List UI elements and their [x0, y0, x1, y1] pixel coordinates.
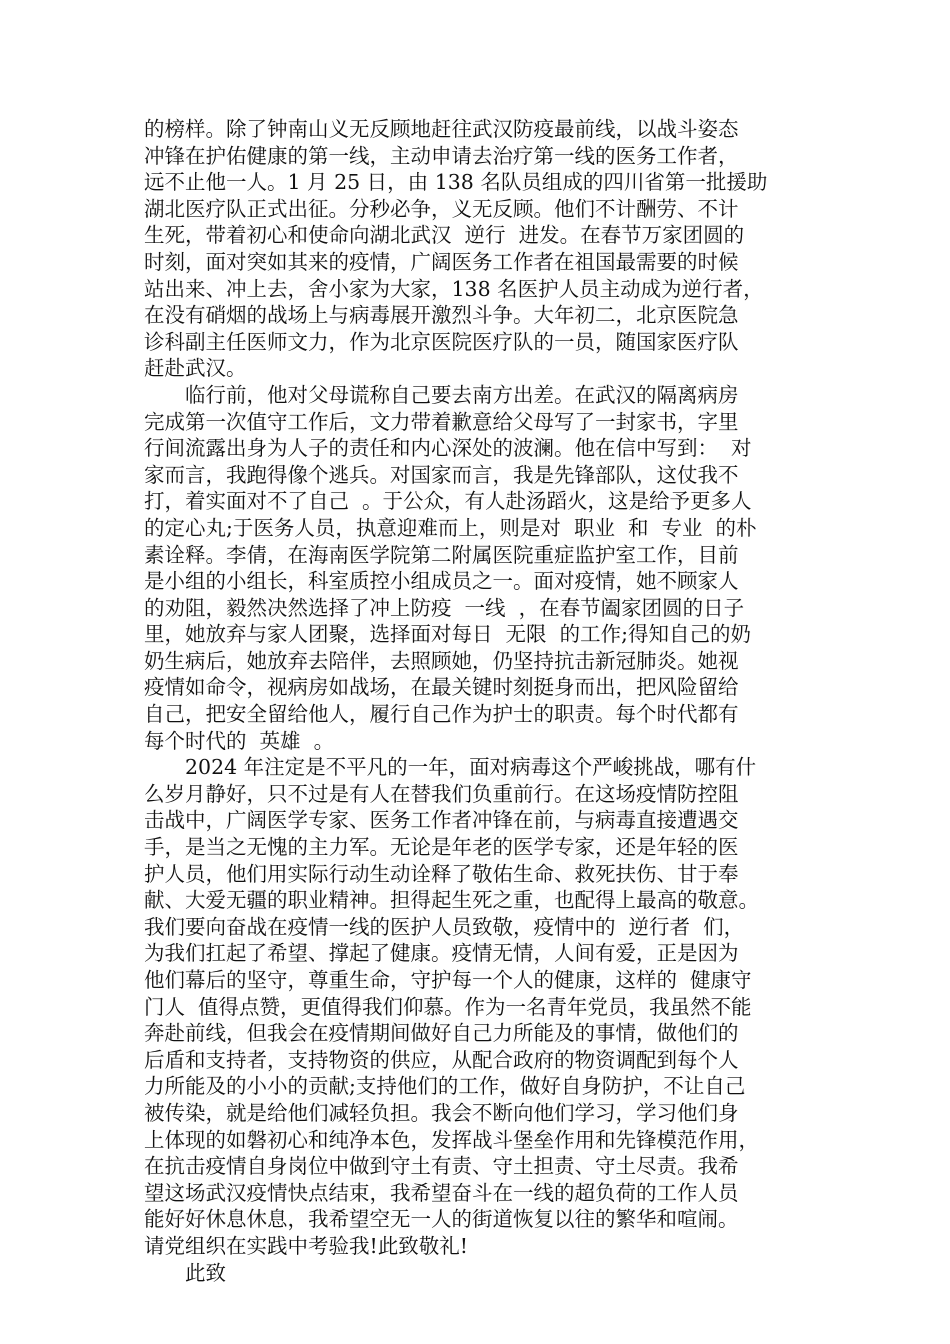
- text-line: 站出来、冲上去，舍小家为大家，138 名医护人员主动成为逆行者，: [144, 276, 764, 301]
- text-line: 疫情如命令，视病房如战场，在最关键时刻挺身而出，把风险留给: [144, 675, 739, 700]
- letter-body: [144, 116, 834, 1286]
- text-line: 么岁月静好，只不过是有人在替我们负重前行。在这场疫情防控阻: [144, 781, 739, 806]
- text-line: 能好好休息休息，我希望空无一人的街道恢复以往的繁华和喧闹。: [144, 1207, 739, 1232]
- text-line: 的定心丸;于医务人员，执意迎难而上，则是对 职业 和 专业 的朴: [144, 515, 757, 540]
- text-line: 行间流露出身为人子的责任和内心深处的波澜。他在信中写到： 对: [144, 436, 752, 461]
- text-line: 打，着实面对不了自己 。于公众，有人赴汤蹈火，这是给予更多人: [144, 489, 752, 514]
- text-line: 护人员，他们用实际行动生动诠释了敬佑生命、救死扶伤、甘于奉: [144, 861, 739, 886]
- text-line: 奶生病后，她放弃去陪伴，去照顾她，仍坚持抗击新冠肺炎。她视: [144, 648, 739, 673]
- paragraph-1: [144, 116, 834, 382]
- text-line: 每个时代的 英雄 。: [144, 728, 335, 753]
- text-line: 手，是当之无愧的主力军。无论是年老的医学专家，还是年轻的医: [144, 835, 739, 860]
- text-line: 我们要向奋战在疫情一线的医护人员致敬，疫情中的 逆行者 们，: [144, 914, 745, 939]
- text-line: 献、大爱无疆的职业精神。担得起生死之重，也配得上最高的敬意。: [144, 888, 759, 913]
- closing-salutation: [144, 1260, 834, 1287]
- text-line: 望这场武汉疫情快点结束，我希望奋斗在一线的超负荷的工作人员: [144, 1180, 739, 1205]
- text-line: 是小组的小组长，科室质控小组成员之一。面对疫情，她不顾家人: [144, 569, 739, 594]
- text-line: 为我们扛起了希望、撑起了健康。疫情无情，人间有爱，正是因为: [144, 941, 739, 966]
- text-line: 时刻，面对突如其来的疫情，广阔医务工作者在祖国最需要的时候: [144, 249, 739, 274]
- paragraph-2: [144, 382, 834, 754]
- text-line: 湖北医疗队正式出征。分秒必争，义无反顾。他们不计酬劳、不计: [144, 196, 739, 221]
- text-line: 2024 年注定是不平凡的一年，面对病毒这个严峻挑战，哪有什: [185, 755, 757, 780]
- text-line: 他们幕后的坚守，尊重生命，守护每一个人的健康，这样的 健康守: [144, 968, 752, 992]
- text-line: 门人 值得点赞，更值得我们仰慕。作为一名青年党员，我虽然不能: [144, 994, 752, 1019]
- text-line: 力所能及的小小的贡献;支持他们的工作，做好自身防护，不让自己: [144, 1074, 746, 1099]
- text-line: 自己，把安全留给他人，履行自己作为护士的职责。每个时代都有: [144, 702, 739, 727]
- text-line: 冲锋在护佑健康的第一线，主动申请去治疗第一线的医务工作者，: [144, 143, 739, 168]
- text-line: 在没有硝烟的战场上与病毒展开激烈斗争。大年初二，北京医院急: [144, 303, 739, 328]
- text-line: 上体现的如磐初心和纯净本色，发挥战斗堡垒作用和先锋模范作用，: [144, 1127, 759, 1152]
- text-line: 的劝阻，毅然决然选择了冲上防疫 一线 ，在春节阖家团圆的日子: [144, 595, 745, 620]
- text-line: 请党组织在实践中考验我!此致敬礼!: [144, 1233, 468, 1258]
- text-line: 击战中，广阔医学专家、医务工作者冲锋在前，与病毒直接遭遇交: [144, 808, 739, 833]
- text-line: 素诠释。李倩，在海南医学院第二附属医院重症监护室工作，目前: [144, 542, 739, 567]
- text-line: 此致: [185, 1260, 226, 1285]
- text-line: 的榜样。除了钟南山义无反顾地赶往武汉防疫最前线，以战斗姿态: [144, 117, 739, 141]
- text-line: 里，她放弃与家人团聚，选择面对每日 无限 的工作;得知自己的奶: [144, 622, 751, 647]
- paragraph-3: [144, 754, 834, 1259]
- text-line: 家而言，我跑得像个逃兵。对国家而言，我是先锋部队，这仗我不: [144, 462, 739, 487]
- text-line: 诊科副主任医师文力，作为北京医院医疗队的一员，随国家医疗队: [144, 329, 739, 354]
- text-line: 在抗击疫情自身岗位中做到守土有责、守土担责、守土尽责。我希: [144, 1154, 739, 1179]
- text-line: 生死，带着初心和使命向湖北武汉 逆行 进发。在春节万家团圆的: [144, 223, 745, 248]
- text-line: 赶赴武汉。: [144, 356, 247, 381]
- text-line: 临行前，他对父母谎称自己要去南方出差。在武汉的隔离病房: [185, 382, 739, 407]
- text-line: 后盾和支持者，支持物资的供应，从配合政府的物资调配到每个人: [144, 1047, 739, 1072]
- text-line: 奔赴前线，但我会在疫情期间做好自己力所能及的事情，做他们的: [144, 1021, 739, 1046]
- text-line: 被传染，就是给他们减轻负担。我会不断向他们学习，学习他们身: [144, 1100, 739, 1125]
- text-line: 远不止他一人。1 月 25 日，由 138 名队员组成的四川省第一批援助: [144, 170, 768, 195]
- text-line: 完成第一次值守工作后，文力带着歉意给父母写了一封家书，字里: [144, 409, 739, 434]
